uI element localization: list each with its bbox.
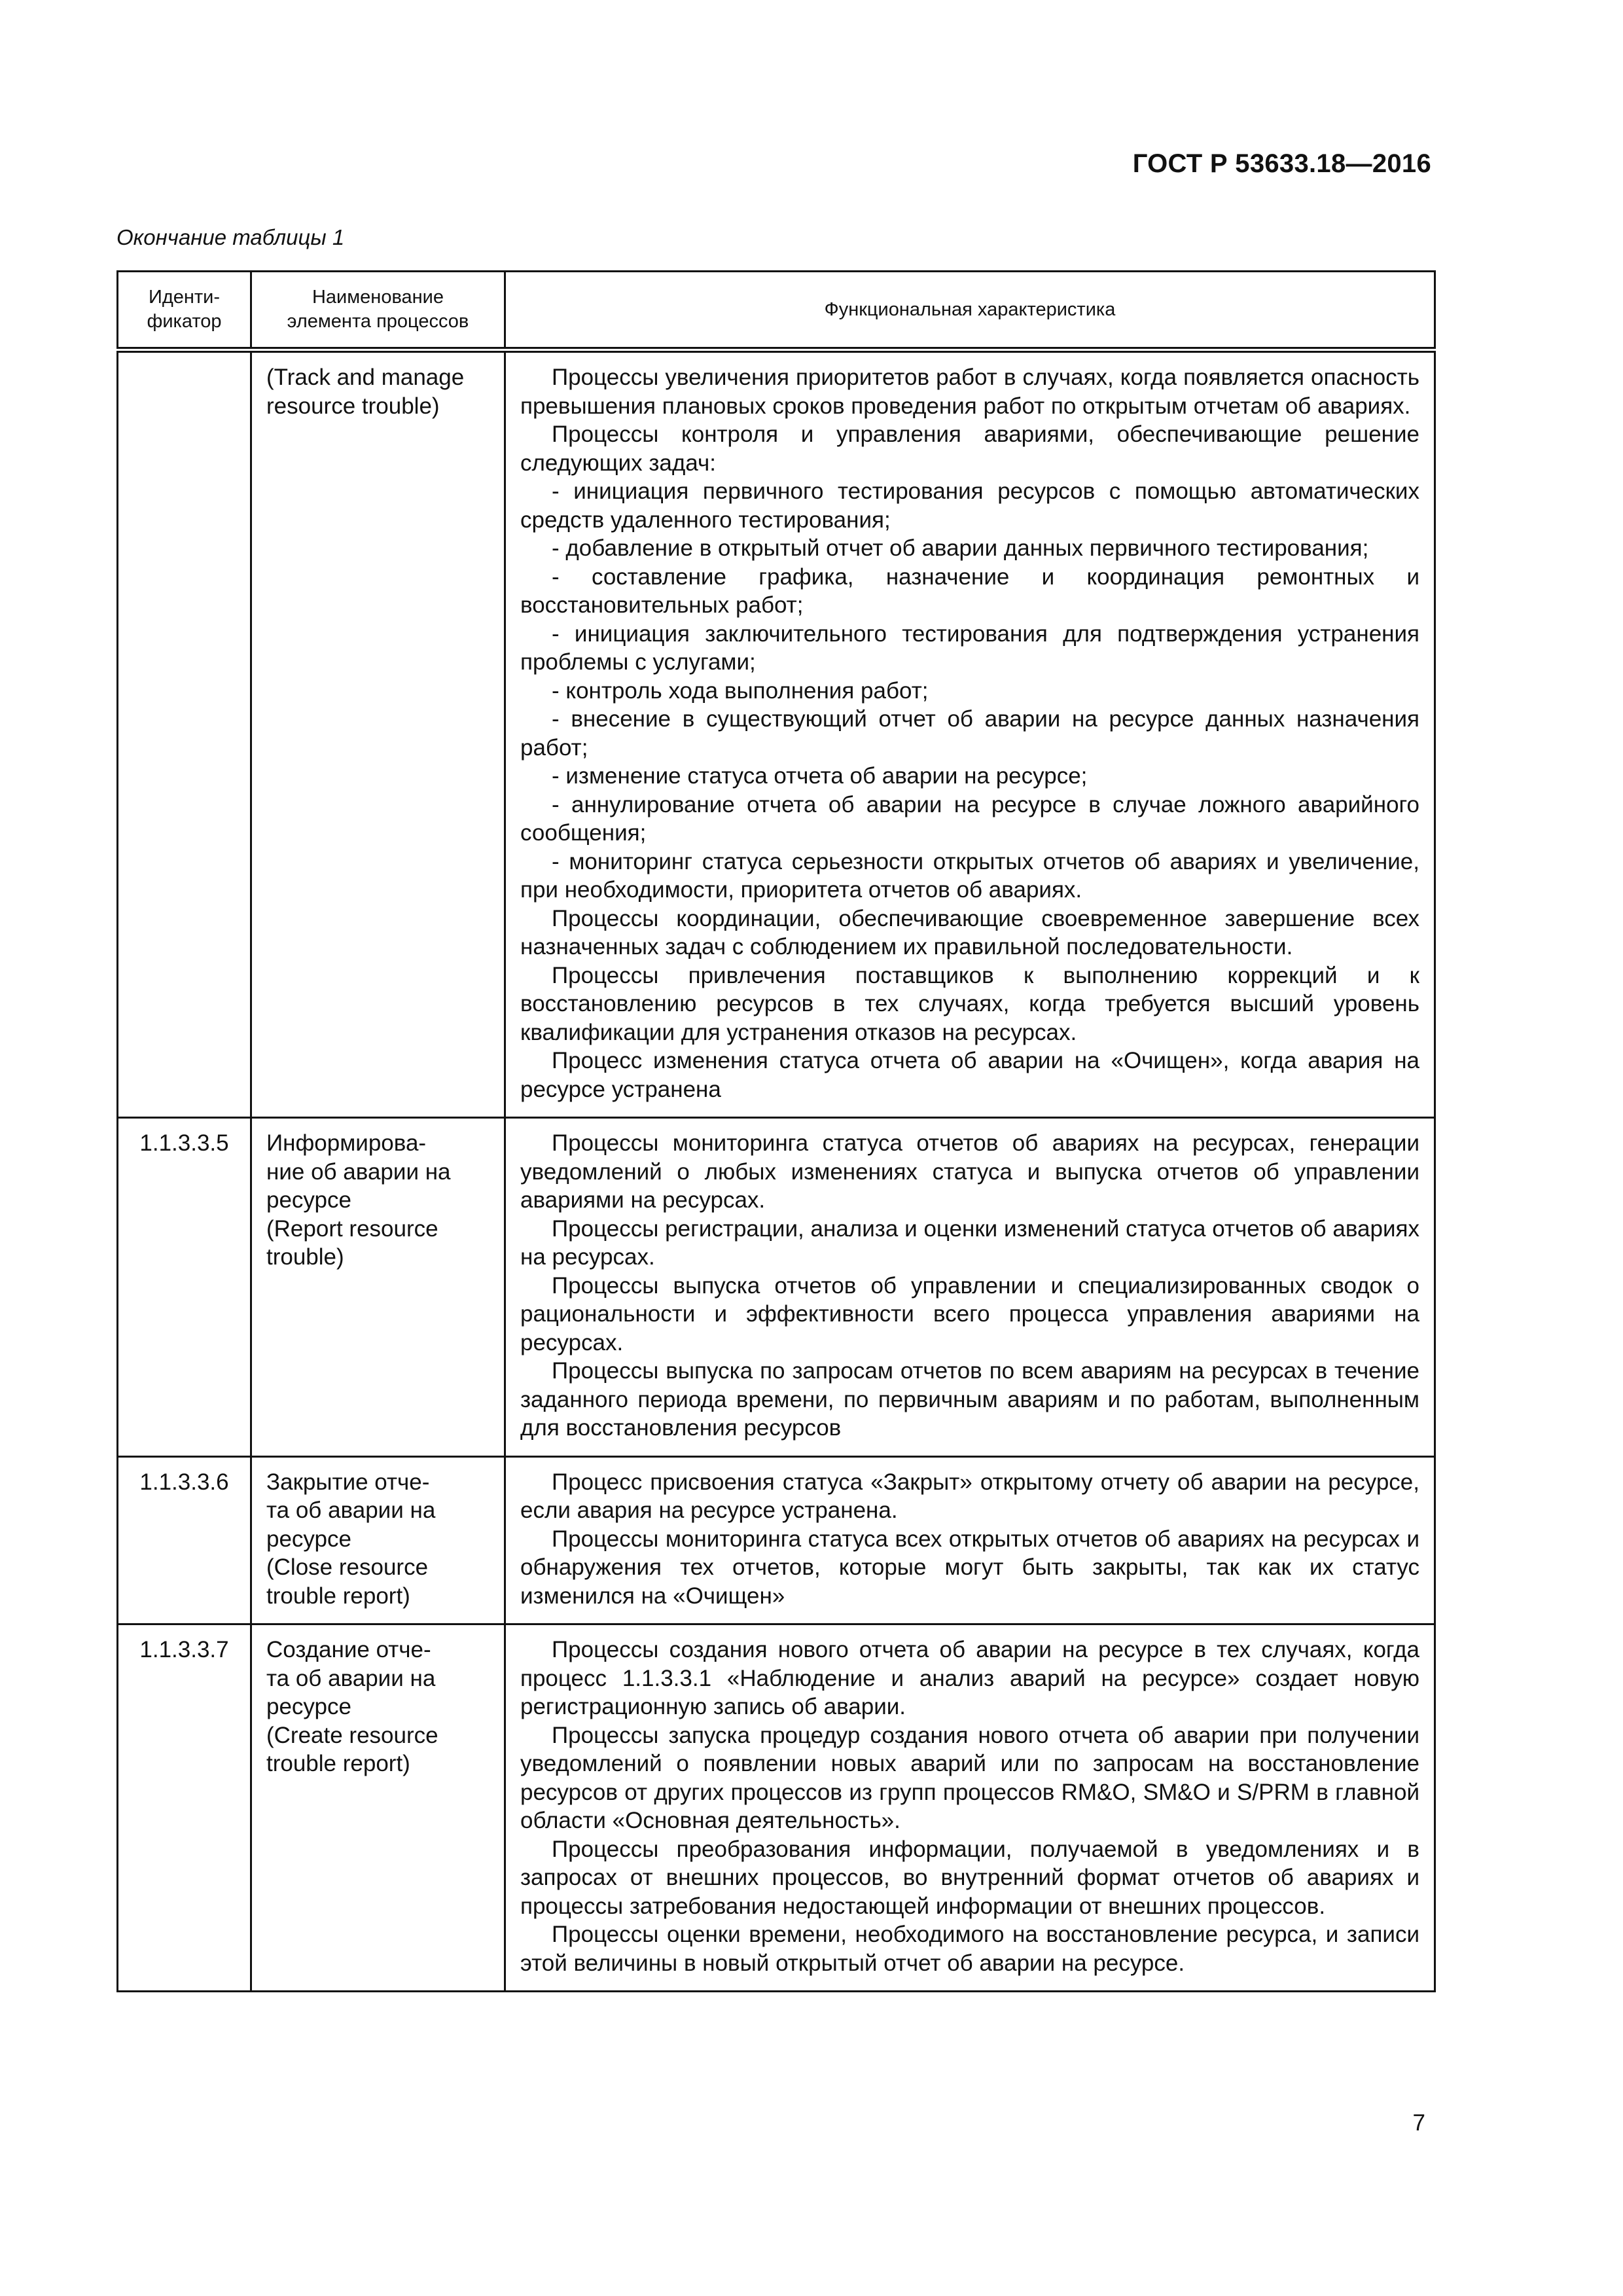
table-row [118,1624,1435,1992]
description-paragraph: Процессы запуска процедур создания нового отчета об аварии при получении уведомлений о появлении новых аварий или по запросам на восстановление ресурсов от других процессов из групп процессов RM&O, SM&O и S/PRM в главной области «Основная деятельность». [520,1722,1419,1833]
name-line: (Report resource [266,1215,438,1242]
description-paragraph: Процесс изменения статуса отчета об аварии на «Очищен», когда авария на ресурсе устранена [520,1048,1419,1102]
row-identifier: 1.1.3.3.7 [118,1624,251,1992]
description-paragraph: Процессы регистрации, анализа и оценки изменений статуса отчетов об авариях на ресурсах. [520,1215,1419,1270]
row-process-name [251,1118,505,1457]
description-list-item: - инициация заключительного тестирования для подтверждения устранения проблемы с услугами; [520,620,1419,675]
name-line: ние об аварии на [266,1158,451,1185]
header-identifier [118,272,251,350]
row-identifier: 1.1.3.3.5 [118,1118,251,1457]
process-table [116,270,1436,1992]
name-line: Информирова- [266,1130,427,1156]
page-number: 7 [1412,2110,1425,2136]
description-paragraph: Процессы мониторинга статуса всех открытых отчетов об авариях на ресурсах и обнаружения тех отчетов, которые могут быть закрыты, так как их статус изменился на «Очищен» [520,1526,1419,1609]
name-line: (Track and manage [266,365,465,390]
name-line: Закрытие отче- [266,1469,430,1495]
description-list-item: - инициация первичного тестирования ресурсов с помощью автоматических средств удаленного тестирования; [520,478,1419,533]
row-description [505,1624,1435,1992]
description-paragraph: Процессы преобразования информации, получаемой в уведомлениях и в запросах от внешних процессов, во внутренний формат отчетов об авариях и процессы затребования недостающей информации от внешних процессов. [520,1836,1419,1919]
header-identifier-line: Иденти- [148,287,221,308]
description-list-item: - составление графика, назначение и координация ремонтных и восстановительных работ; [520,564,1419,618]
name-line: та об аварии на [266,1498,436,1523]
row-process-name [251,1456,505,1624]
row-process-name [251,1624,505,1992]
description-list-item: - аннулирование отчета об аварии на ресурсе в случае ложного аварийного сообщения; [520,791,1419,846]
description-paragraph: Процессы привлечения поставщиков к выполнению коррекций и к восстановлению ресурсов в тех случаях, когда требуется высший уровень квалификации для устранения отказов на ресурсах. [520,962,1419,1045]
name-line: та об аварии на [266,1665,436,1691]
row-description [505,350,1435,1118]
name-line: trouble) [266,1244,344,1270]
description-paragraph: Процессы выпуска отчетов об управлении и специализированных сводок о рациональности и эффективности всего процесса управления авариями на ресурсах. [520,1272,1419,1355]
name-line: ресурсе [266,1694,351,1719]
name-line: ресурсе [266,1526,351,1552]
name-line: Создание отче- [266,1637,431,1662]
description-list-item: - внесение в существующий отчет об аварии на ресурсе данных назначения работ; [520,706,1419,761]
table-header-row [118,272,1435,350]
row-identifier: 1.1.3.3.6 [118,1456,251,1624]
description-paragraph: Процессы координации, обеспечивающие своевременное завершение всех назначенных задач с соблюдением их правильной последовательности. [520,905,1419,960]
name-line: (Close resource [266,1554,429,1580]
header-name-line: элемента процессов [287,311,469,332]
description-paragraph: Процесс присвоения статуса «Закрыт» открытому отчету об аварии на ресурсе, если авария на ресурсе устранена. [520,1469,1419,1523]
row-process-name [251,350,505,1118]
name-line: trouble report) [266,1583,410,1609]
row-identifier [118,350,251,1118]
row-description [505,1456,1435,1624]
name-line: ресурсе [266,1187,351,1213]
name-line: trouble report) [266,1751,410,1776]
table-row [118,1456,1435,1624]
name-line: (Create resource [266,1722,438,1748]
name-line: resource trouble) [266,393,440,419]
description-list-item: - добавление в открытый отчет об аварии данных первичного тестирования; [552,535,1369,561]
header-description-line: Функциональная характеристика [824,298,1116,320]
table-caption: Окончание таблицы 1 [116,225,345,249]
header-identifier-line: фикатор [147,311,222,332]
description-paragraph: Процессы контроля и управления авариями, обеспечивающие решение следующих задач: [520,422,1419,476]
description-paragraph: Процессы мониторинга статуса отчетов об авариях на ресурсах, генерации уведомлений о любых изменениях статуса и выпуска отчетов об управлении авариями на ресурсах. [520,1130,1419,1213]
description-paragraph: Процессы увеличения приоритетов работ в случаях, когда появляется опасность превышения плановых сроков проведения работ по открытым отчетам об авариях. [520,365,1419,419]
row-description [505,1118,1435,1457]
description-list-item: - мониторинг статуса серьезности открытых отчетов об авариях и увеличение, при необходимости, приоритета отчетов об авариях. [520,848,1419,903]
table-row [118,350,1435,1118]
description-paragraph: Процессы выпуска по запросам отчетов по всем авариям на ресурсах в течение заданного периода времени, по первичным авариям и по работам, выполненным для восстановления ресурсов [520,1358,1419,1441]
description-list-item: - контроль хода выполнения работ; [552,677,929,704]
description-paragraph: Процессы оценки времени, необходимого на восстановление ресурса, и записи этой величины в новый открытый отчет об аварии на ресурсе. [520,1922,1419,1976]
description-paragraph: Процессы создания нового отчета об аварии на ресурсе в тех случаях, когда процесс 1.1.3.3.1 «Наблюдение и анализ аварий на ресурсе» создает новую регистрационную запись об аварии. [520,1637,1419,1719]
header-description [505,272,1435,350]
header-process-name [251,272,505,350]
table-row [118,1118,1435,1457]
description-list-item: - изменение статуса отчета об аварии на ресурсе; [552,763,1088,789]
header-name-line: Наименование [312,287,444,308]
standard-designation: ГОСТ Р 53633.18—2016 [1132,149,1431,178]
